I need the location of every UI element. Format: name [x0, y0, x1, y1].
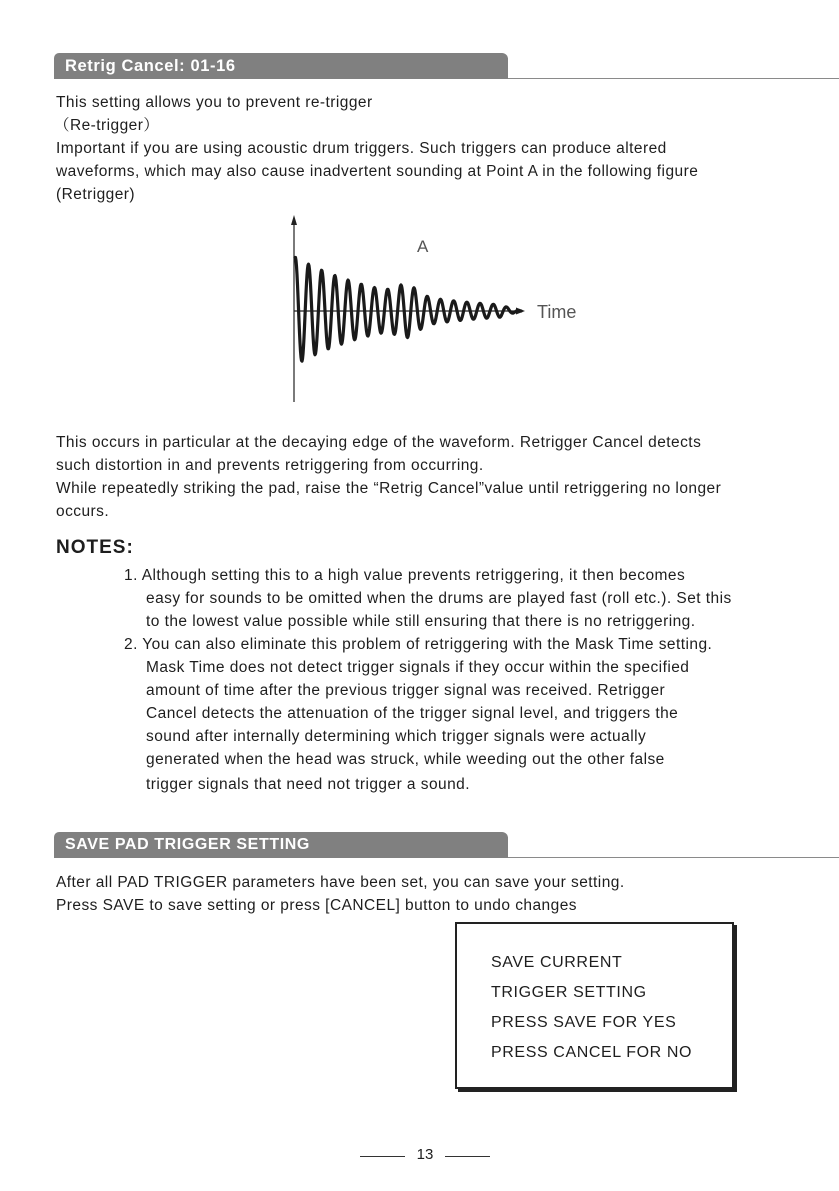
footer-dash-left	[360, 1156, 405, 1157]
section-title: Retrig Cancel: 01-16	[54, 53, 508, 79]
note-line: Cancel detects the attenuation of the trigger signal level, and triggers the	[146, 705, 679, 722]
intro-line: This setting allows you to prevent re-trigger	[56, 94, 373, 111]
body-line: While repeatedly striking the pad, raise the “Retrig Cancel”value until retriggering no longer	[56, 480, 722, 497]
save-instructions-line: Press SAVE to save setting or press [CANCEL] button to undo changes	[56, 897, 577, 914]
page-footer	[0, 1146, 839, 1166]
note-line: trigger signals that need not trigger a sound.	[146, 776, 471, 793]
intro-line: waveforms, which may also cause inadvertent sounding at Point A in the following figure	[56, 163, 699, 180]
lcd-line: SAVE CURRENT	[491, 954, 623, 971]
decaying-waveform	[295, 258, 521, 362]
body-line: such distortion in and prevents retriggering from occurring.	[56, 457, 484, 474]
note-line: generated when the head was struck, while weeding out the other false	[146, 751, 665, 768]
note-line: sound after internally determining which trigger signals were actually	[146, 728, 647, 745]
note-line: 2. You can also eliminate this problem of retriggering with the Mask Time setting.	[124, 636, 713, 653]
lcd-line: PRESS SAVE FOR YES	[491, 1014, 677, 1031]
note-line: easy for sounds to be omitted when the drums are played fast (roll etc.). Set this	[146, 590, 732, 607]
intro-line: Important if you are using acoustic drum triggers. Such triggers can produce altered	[56, 140, 667, 157]
lcd-line: PRESS CANCEL FOR NO	[491, 1044, 693, 1061]
intro-line: (Retrigger)	[56, 186, 136, 203]
lcd-display-box	[455, 922, 734, 1089]
point-a-label: A	[417, 237, 429, 256]
note-line: Mask Time does not detect trigger signals if they occur within the specified	[146, 659, 690, 676]
y-axis-arrow	[291, 215, 297, 225]
note-line: 1. Although setting this to a high value prevents retriggering, it then becomes	[124, 567, 686, 584]
retrigger-waveform-figure	[285, 212, 595, 407]
time-axis-label: Time	[537, 302, 577, 322]
intro-line: （Re-trigger）	[54, 117, 160, 134]
save-instructions-line: After all PAD TRIGGER parameters have been set, you can save your setting.	[56, 874, 625, 891]
footer-dash-right	[445, 1156, 490, 1157]
section-title: SAVE PAD TRIGGER SETTING	[54, 832, 508, 858]
note-line: to the lowest value possible while still ensuring that there is no retriggering.	[146, 613, 696, 630]
page-number: 13	[416, 1146, 434, 1163]
section-rule	[508, 78, 839, 79]
section-rule	[508, 857, 839, 858]
note-line: amount of time after the previous trigger signal was received. Retrigger	[146, 682, 666, 699]
lcd-line: TRIGGER SETTING	[491, 984, 647, 1001]
body-line: This occurs in particular at the decaying edge of the waveform. Retrigger Cancel detects	[56, 434, 702, 451]
notes-heading: NOTES:	[56, 537, 134, 558]
body-line: occurs.	[56, 503, 110, 520]
